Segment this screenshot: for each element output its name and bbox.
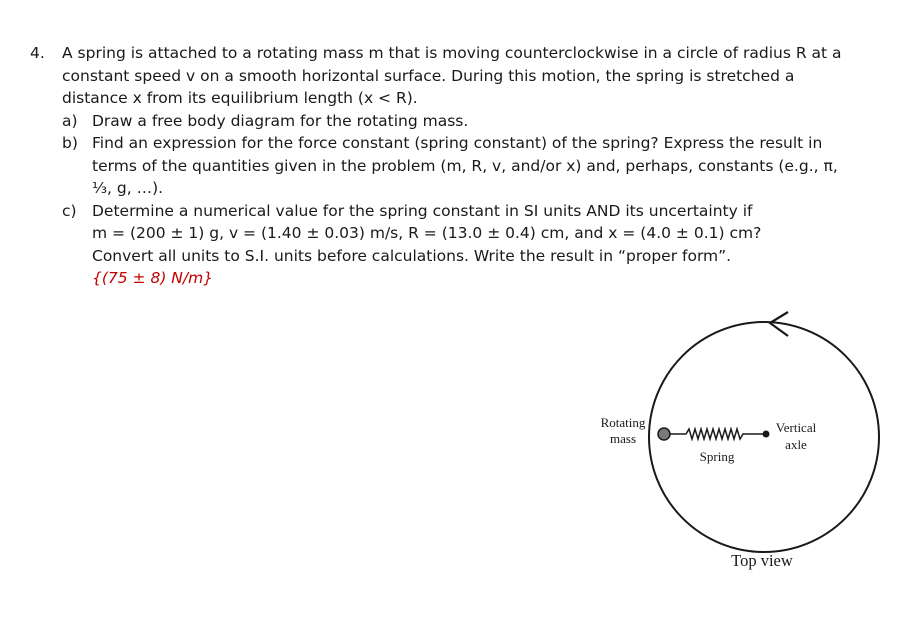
mass-label-2: mass xyxy=(610,431,636,446)
part-a-text: Draw a free body diagram for the rotating mass. xyxy=(92,111,469,130)
circular-path xyxy=(649,322,879,552)
answer: {(75 ± 8) N/m} xyxy=(92,269,214,287)
spring xyxy=(668,429,764,439)
vertical-axle-point xyxy=(763,431,770,438)
question-number: 4. xyxy=(30,44,45,62)
part-c-line-3: Convert all units to S.I. units before calculations. Write the result in “proper form”. xyxy=(92,246,732,265)
part-c-label: c) xyxy=(62,201,77,220)
mass-label-1: Rotating xyxy=(600,415,646,430)
part-b-label: b) xyxy=(62,134,78,152)
part-b-line-1: Find an expression for the force constant (spring constant) of the spring? Express the result in xyxy=(92,134,823,152)
part-b-line-3: ⅓, g, …). xyxy=(92,179,164,197)
part-b-line-2: terms of the quantities given in the problem (m, R, v, and/or x) and, perhaps, constants (e.g., π, xyxy=(92,156,838,175)
rotating-mass xyxy=(658,428,670,440)
intro-line-1: A spring is attached to a rotating mass m that is moving counterclockwise in a circle of radius R at a xyxy=(62,44,842,62)
intro-line-3: distance x from its equilibrium length (x < R). xyxy=(62,89,418,107)
part-c-line-2: m = (200 ± 1) g, v = (1.40 ± 0.03) m/s, R = (13.0 ± 0.4) cm, and x = (4.0 ± 0.1) cm? xyxy=(92,224,762,242)
part-c-line-1: Determine a numerical value for the spring constant in SI units AND its uncertainty if xyxy=(92,201,753,220)
figure-caption: Top view xyxy=(731,551,793,570)
axle-label-1: Vertical xyxy=(775,420,817,435)
intro-line-2: constant speed v on a smooth horizontal surface. During this motion, the spring is stretched a xyxy=(62,66,795,85)
part-a-label: a) xyxy=(62,111,78,130)
axle-label-2: axle xyxy=(785,437,807,452)
spring-label: Spring xyxy=(699,449,735,464)
